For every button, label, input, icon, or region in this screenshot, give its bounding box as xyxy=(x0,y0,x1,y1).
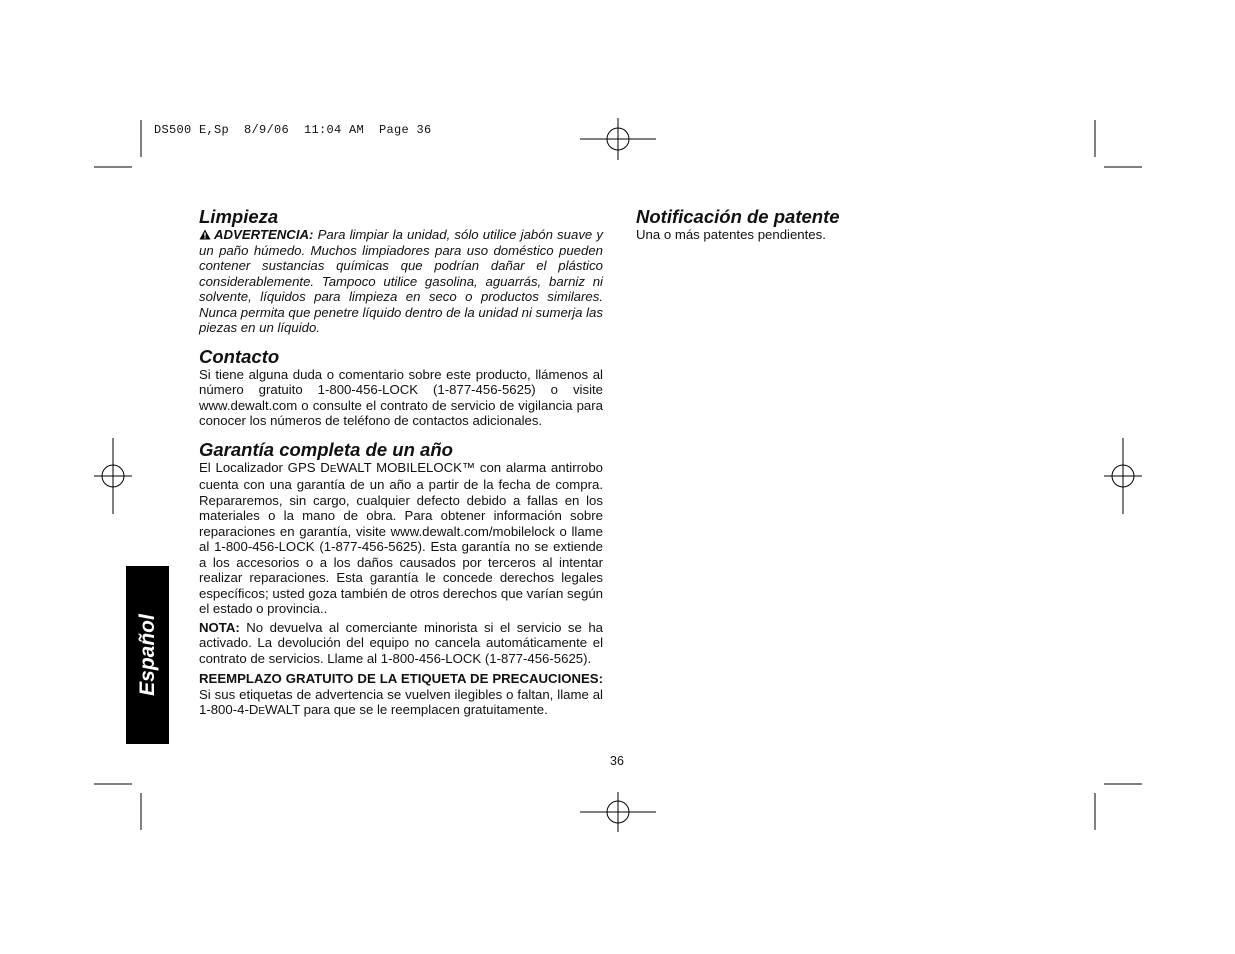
section-title-patente: Notificación de patente xyxy=(636,206,840,227)
contacto-text: Si tiene alguna duda o comentario sobre este producto, llámenos al número gratuito 1-800-456-LOCK (1-877-456-5625) o visite www.dewalt.com o consulte el contrato de servicio de vigilancia para conocer los números de teléfono de contactos adicionales. xyxy=(199,366,603,428)
section-title-garantia: Garantía completa de un año xyxy=(199,438,453,460)
warning-text: Para limpiar la unidad, sólo utilice jabón suave y un paño húmedo. Muchos limpiadores para uso doméstico pueden contener sustancias químicas que podrían dañar el plástico considerablemente. Tampoco utilice gasolina, aguarrás, barniz ni solvente, líquidos para limpieza en seco o productos similares. Nunca permita que penetre líquido dentro de la unidad ni sumerja las piezas en un líquido. xyxy=(199,227,603,335)
page-number: 36 xyxy=(610,754,624,768)
print-slug: DS500 E,Sp 8/9/06 11:04 AM Page 36 xyxy=(154,123,432,137)
language-tab-label: Español xyxy=(135,614,159,696)
left-column xyxy=(199,207,603,720)
reemplazo-label: REEMPLAZO GRATUITO DE LA ETIQUETA DE PRECAUCIONES: xyxy=(199,671,603,686)
language-side-tab xyxy=(126,566,169,744)
warning-label: ADVERTENCIA: xyxy=(214,227,314,242)
nota-paragraph xyxy=(199,620,603,667)
limpieza-warning xyxy=(199,227,603,336)
garantia-text: El Localizador GPS DEWALT MOBILELOCK™ con alarma antirrobo cuenta con una garantía de un año a partir de la fecha de compra. Repararemos, sin cargo, cualquier defecto debido a fallas en los materiales o la mano de obra. Para obtener información sobre reparaciones en garantía, visite www.dewalt.com/mobilelock o llame al 1-800-456-LOCK (1-877-456-5625). Esta garantía no se extiende a los accesorios o a los daños causados por terceros al intentar realizar reparaciones. Esta garantía le concede derechos legales específicos; usted goza también de otros derechos que varían según el estado o provincia.. xyxy=(199,459,603,616)
reemplazo-paragraph: REEMPLAZO GRATUITO DE LA ETIQUETA DE PRECAUCIONES: Si sus etiquetas de advertencia se vuelven ilegibles o faltan, llame al 1-800-4-DEWALT para que se le reemplacen gratuitamente. xyxy=(199,671,603,717)
nota-label: NOTA: xyxy=(199,619,240,635)
section-title-limpieza: Limpieza xyxy=(199,206,279,227)
right-column xyxy=(636,207,1056,243)
section-title-contacto: Contacto xyxy=(199,345,280,367)
warning-triangle-icon xyxy=(199,229,211,240)
patente-text: Una o más patentes pendientes. xyxy=(636,227,826,242)
nota-text: No devuelva al comerciante minorista si el servicio se ha activado. La devolución del equipo no cancela automáticamente el contrato de servicios. Llame al 1-800-456-LOCK (1-877-456-5625). xyxy=(199,619,603,666)
